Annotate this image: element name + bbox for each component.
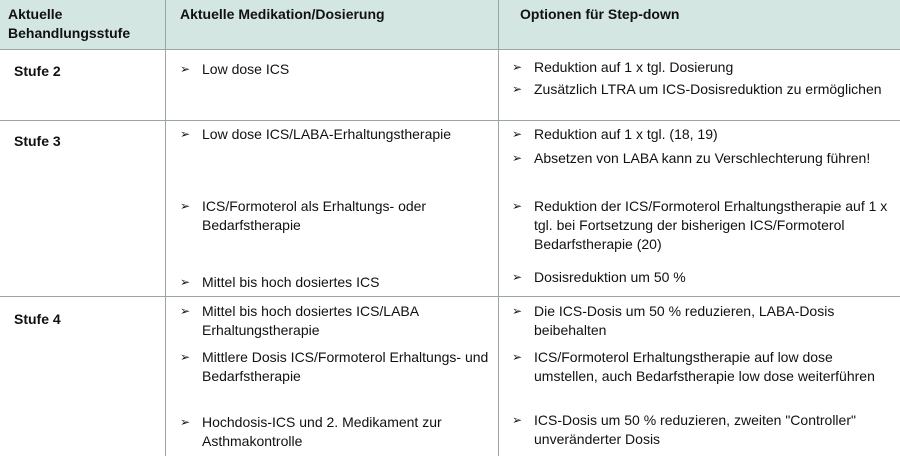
arrow-bullet-icon: ➢ <box>180 415 191 429</box>
list-item: ➢ Reduktion der ICS/Formoterol Erhaltungstherapie auf 1 x tgl. bei Fortsetzung der bisherigen ICS/Formoterol Bedarfstherapie (20) <box>512 198 888 252</box>
arrow-bullet-icon: ➢ <box>180 350 191 364</box>
arrow-bullet-icon: ➢ <box>512 350 523 364</box>
arrow-bullet-icon: ➢ <box>512 413 523 427</box>
stufe-3-label: Stufe 3 <box>14 133 61 149</box>
list-item: ➢ Low dose ICS <box>180 61 290 77</box>
stufe-2-label: Stufe 2 <box>14 63 61 79</box>
list-item: ➢ Absetzen von LABA kann zu Verschlechterung führen! <box>512 150 871 166</box>
arrow-bullet-icon: ➢ <box>512 82 523 96</box>
list-item: ➢ ICS/Formoterol als Erhaltungs- oder Bedarfstherapie <box>180 198 427 233</box>
list-item: ➢ Hochdosis-ICS und 2. Medikament zur Asthmakontrolle <box>180 414 442 449</box>
arrow-bullet-icon: ➢ <box>512 127 523 141</box>
list-item: ➢ Low dose ICS/LABA-Erhaltungstherapie <box>180 126 452 142</box>
list-item: ➢ Reduktion auf 1 x tgl. (18, 19) <box>512 126 718 142</box>
list-item: ➢ ICS-Dosis um 50 % reduzieren, zweiten "Controller" unveränderter Dosis <box>512 412 856 447</box>
header-optionen: Optionen für Step-down <box>520 6 680 22</box>
row-divider <box>0 296 900 297</box>
row-divider <box>0 120 900 121</box>
arrow-bullet-icon: ➢ <box>180 275 191 289</box>
stufe-4-label: Stufe 4 <box>14 311 61 327</box>
list-item: ➢ Dosisreduktion um 50 % <box>512 269 686 285</box>
arrow-bullet-icon: ➢ <box>180 62 191 76</box>
column-divider <box>498 0 499 456</box>
list-item: ➢ Zusätzlich LTRA um ICS-Dosisreduktion zu ermöglichen <box>512 81 882 97</box>
arrow-bullet-icon: ➢ <box>512 270 523 284</box>
arrow-bullet-icon: ➢ <box>180 199 191 213</box>
arrow-bullet-icon: ➢ <box>512 151 523 165</box>
table-header <box>0 0 900 50</box>
arrow-bullet-icon: ➢ <box>180 304 191 318</box>
list-item: ➢ Mittlere Dosis ICS/Formoterol Erhaltungs- und Bedarfstherapie <box>180 349 489 384</box>
list-item: ➢ Mittel bis hoch dosiertes ICS/LABA Erhaltungstherapie <box>180 303 419 338</box>
list-item: ➢ ICS/Formoterol Erhaltungstherapie auf low dose umstellen, auch Bedarfstherapie low dose weiterführen <box>512 349 875 384</box>
arrow-bullet-icon: ➢ <box>180 127 191 141</box>
header-behandlungsstufe: Aktuelle Behandlungsstufe <box>8 6 131 41</box>
column-divider <box>165 0 166 456</box>
list-item: ➢ Mittel bis hoch dosiertes ICS <box>180 274 380 290</box>
list-item: ➢ Reduktion auf 1 x tgl. Dosierung <box>512 59 734 75</box>
list-item: ➢ Die ICS-Dosis um 50 % reduzieren, LABA-Dosis beibehalten <box>512 303 835 338</box>
arrow-bullet-icon: ➢ <box>512 199 523 213</box>
arrow-bullet-icon: ➢ <box>512 304 523 318</box>
arrow-bullet-icon: ➢ <box>512 60 523 74</box>
header-medikation: Aktuelle Medikation/Dosierung <box>180 6 385 22</box>
